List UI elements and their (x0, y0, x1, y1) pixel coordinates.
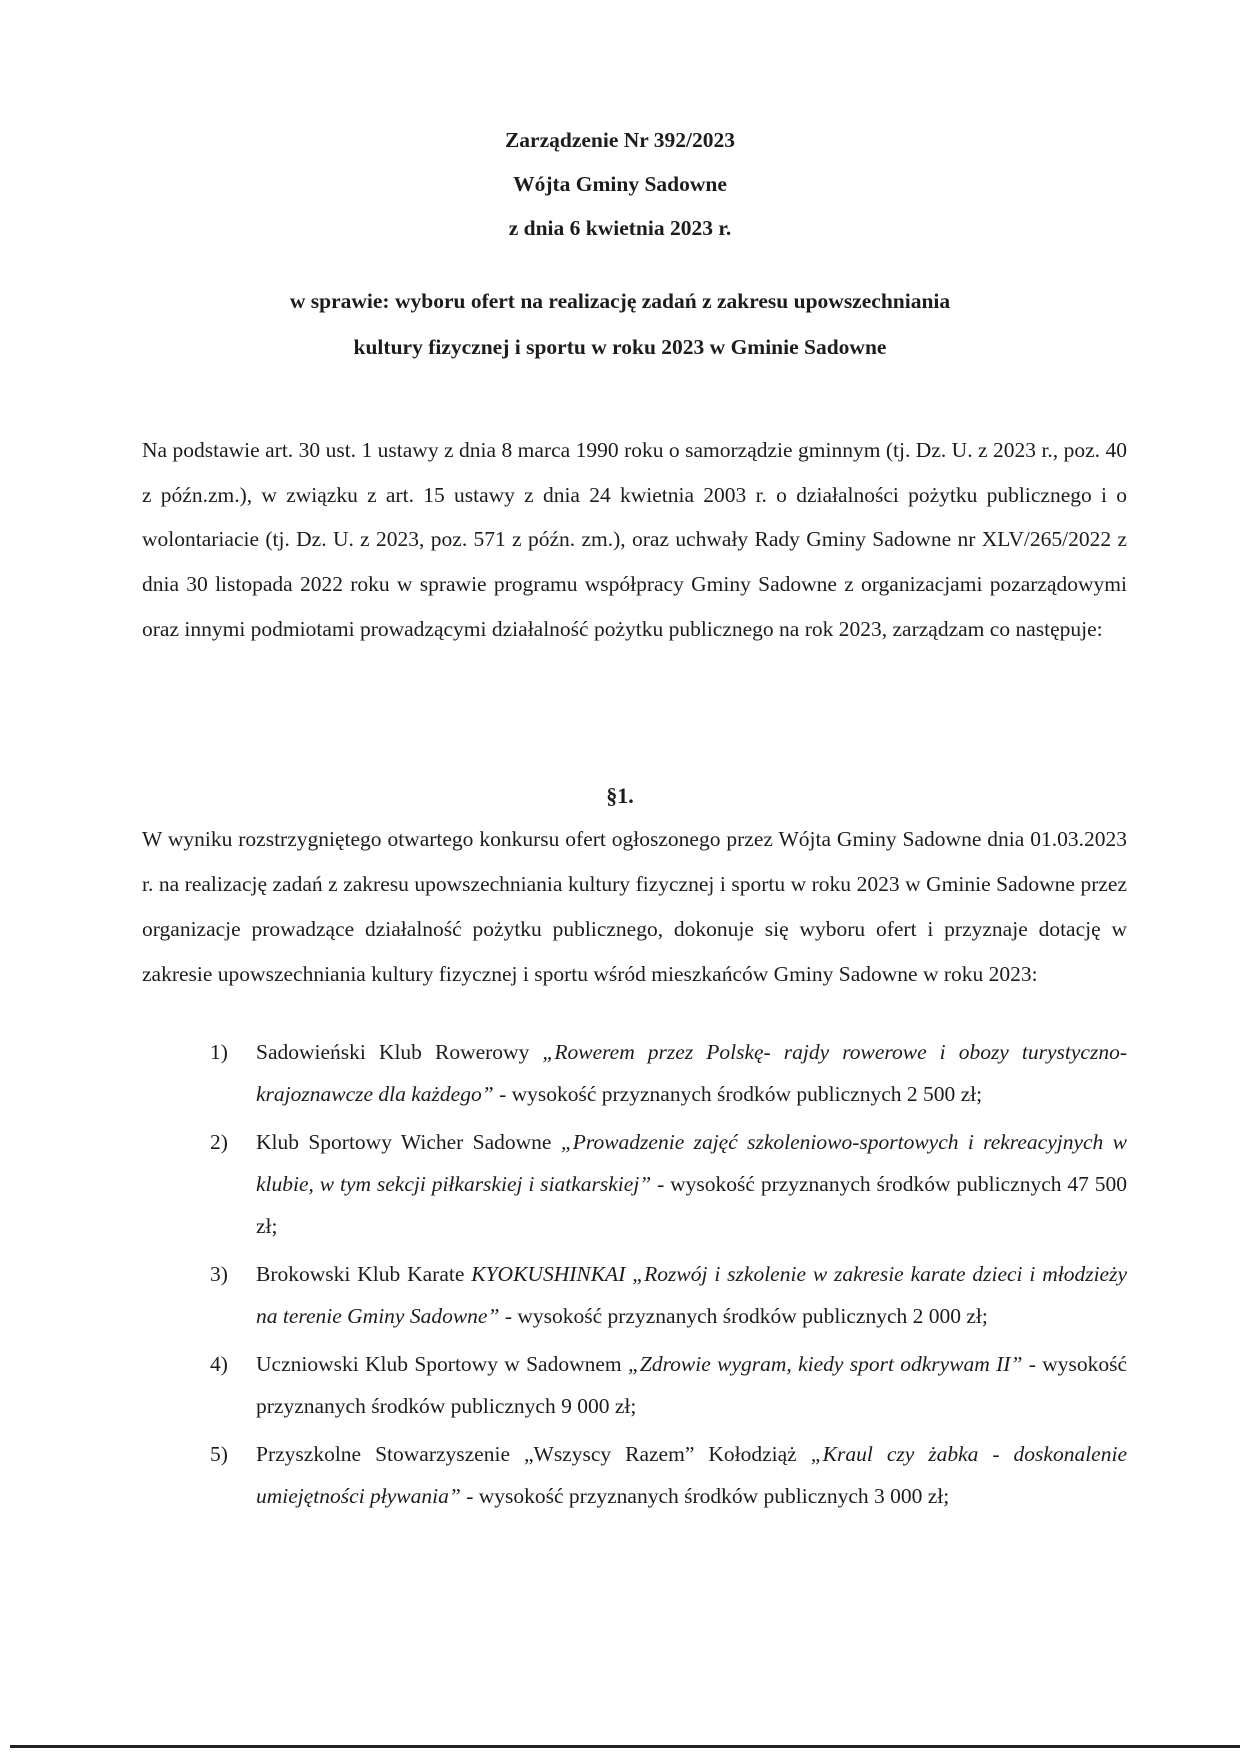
list-item-number: 1) (210, 1040, 228, 1064)
list-item (210, 1031, 1127, 1115)
grant-amount-text: - wysokość przyznanych środków publicznych 9 000 zł; (256, 1352, 1127, 1418)
issuing-authority: Wójta Gminy Sadowne (513, 172, 727, 196)
legal-basis-paragraph: Na podstawie art. 30 ust. 1 ustawy z dnia 8 marca 1990 roku o samorządzie gminnym (tj. Dz. U. z 2023 r., poz. 40 z późn.zm.), w związku z art. 15 ustawy z dnia 24 kwietnia 2003 r. o działalności pożytku publicznego i o wolontariacie (tj. Dz. U. z 2023, poz. 571 z późn. zm.), oraz uchwały Rady Gminy Sadowne nr XLV/265/2022 z dnia 30 listopada 2022 roku w sprawie programu współpracy Gminy Sadowne z organizacjami pozarządowymi oraz innymi podmiotami prowadzącymi działalność pożytku publicznego na rok 2023, zarządzam co następuje: (142, 438, 1127, 641)
task-title: „Prowadzenie zajęć szkoleniowo-sportowych i rekreacyjnych w klubie, w tym sekcji piłkarskiej i siatkarskiej” (256, 1130, 1127, 1196)
subject-line-2: kultury fizycznej i sportu w roku 2023 w Gminie Sadowne (353, 335, 887, 359)
organization-name: Sadowieński Klub Rowerowy (256, 1040, 543, 1064)
document-header (0, 118, 1240, 250)
grant-amount-text: - wysokość przyznanych środków publicznych 3 000 zł; (460, 1484, 950, 1508)
list-item (210, 1121, 1127, 1247)
list-item (210, 1343, 1127, 1427)
grant-amount-text: - wysokość przyznanych środków publicznych 2 500 zł; (493, 1082, 983, 1106)
list-item-number: 5) (210, 1442, 228, 1466)
organization-name: Klub Sportowy Wicher Sadowne (256, 1130, 561, 1154)
list-item (210, 1433, 1127, 1517)
task-title: „Zdrowie wygram, kiedy sport odkrywam II” (627, 1352, 1023, 1376)
ordinance-date: z dnia 6 kwietnia 2023 r. (508, 216, 732, 240)
list-item-number: 2) (210, 1130, 228, 1154)
scan-bottom-edge-rule (10, 1745, 1240, 1748)
subject-line-1: w sprawie: wyboru ofert na realizację zadań z zakresu upowszechniania (289, 289, 951, 313)
task-title: KYOKUSHINKAI „Rozwój i szkolenie w zakresie karate dzieci i młodzieży na terenie Gminy Sadowne” (256, 1262, 1127, 1328)
ordinance-subject (0, 278, 1240, 370)
task-title: „Kraul czy żabka - doskonalenie umiejętności pływania” (256, 1442, 1127, 1508)
list-item (210, 1253, 1127, 1337)
grant-amount-text: - wysokość przyznanych środków publicznych 2 000 zł; (499, 1304, 988, 1328)
task-title: „Rowerem przez Polskę- rajdy rowerowe i obozy turystyczno-krajoznawcze dla każdego” (256, 1040, 1127, 1106)
list-item-number: 3) (210, 1262, 228, 1286)
organization-name: Brokowski Klub Karate (256, 1262, 472, 1286)
section-1-mark: §1. (606, 783, 634, 808)
section-1-paragraph: W wyniku rozstrzygniętego otwartego konkursu ofert ogłoszonego przez Wójta Gminy Sadowne dnia 01.03.2023 r. na realizację zadań z zakresu upowszechniania kultury fizycznej i sportu w roku 2023 w Gminie Sadowne przez organizacje prowadzące działalność pożytku publicznego, dokonuje się wyboru ofert i przyznaje dotację w zakresie upowszechniania kultury fizycznej i sportu wśród mieszkańców Gminy Sadowne w roku 2023: (142, 827, 1127, 986)
grant-amount-text: - wysokość przyznanych środków publicznych 47 500 zł; (256, 1172, 1127, 1238)
list-item-number: 4) (210, 1352, 228, 1376)
organization-name: Przyszkolne Stowarzyszenie „Wszyscy Razem” Kołodziąż (256, 1442, 811, 1466)
ordinance-number: Zarządzenie Nr 392/2023 (504, 128, 736, 152)
organization-name: Uczniowski Klub Sportowy w Sadownem (256, 1352, 628, 1376)
grant-list (210, 1031, 1127, 1523)
